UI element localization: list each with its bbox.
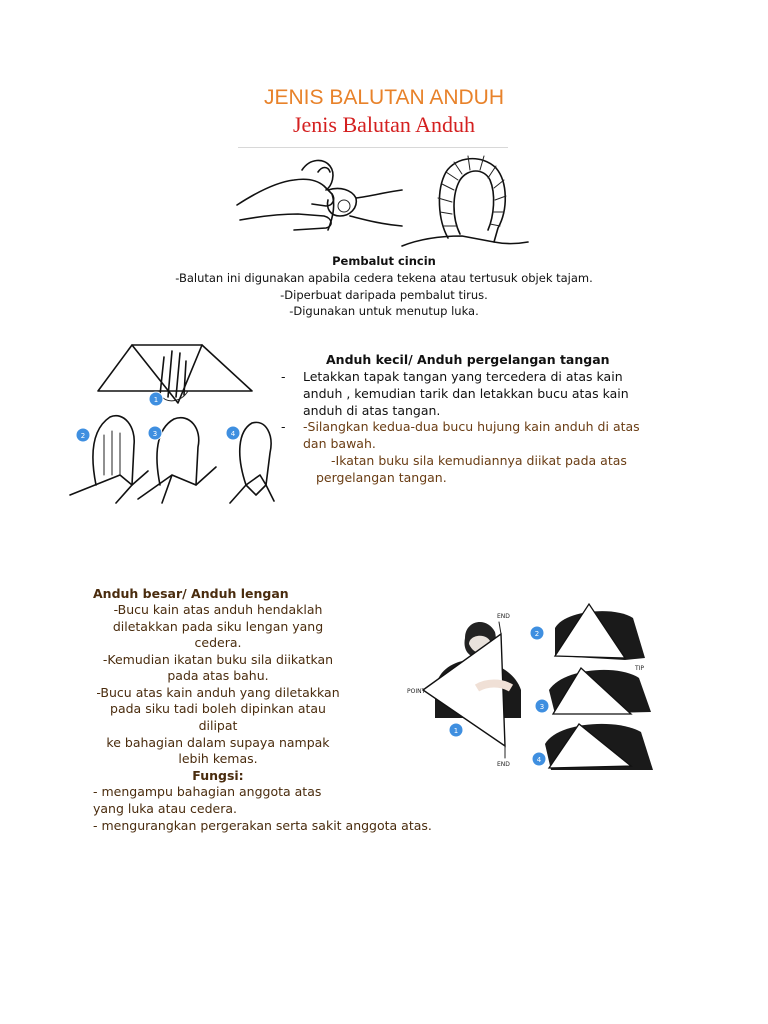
large-sling-line-2: diletakkan pada siku lengan yang bbox=[112, 619, 324, 634]
small-sling-illustration bbox=[60, 335, 275, 510]
svg-text:TIP: TIP bbox=[635, 665, 645, 672]
large-sling-line-1: -Bucu kain atas anduh hendaklah bbox=[113, 602, 323, 617]
small-sling-item-1-line-1: Letakkan tapak tangan yang tercedera di atas kain bbox=[303, 369, 623, 384]
ring-bandage-heading: Pembalut cincin bbox=[332, 254, 436, 268]
large-sling-heading: Anduh besar/ Anduh lengan bbox=[93, 586, 289, 601]
svg-text:1: 1 bbox=[453, 727, 459, 735]
small-sling-item-3-line-2: pergelangan tangan. bbox=[316, 470, 447, 485]
large-sling-line-6: -Bucu atas kain anduh yang diletakkan bbox=[96, 685, 340, 700]
small-sling-item-2-line-2: dan bawah. bbox=[303, 436, 376, 451]
fungsi-label: Fungsi: bbox=[192, 768, 244, 783]
svg-text:3: 3 bbox=[539, 703, 545, 711]
small-sling-item-3-line-1: -Ikatan buku sila kemudiannya diikat pada atas bbox=[331, 453, 627, 468]
large-sling-line-8: dilipat bbox=[198, 718, 238, 733]
large-sling-line-9: ke bahagian dalam supaya nampak bbox=[106, 735, 330, 750]
fungsi-line-1: - mengampu bahagian anggota atas bbox=[93, 784, 322, 799]
fungsi-line-2: yang luka atau cedera. bbox=[93, 801, 238, 816]
small-sling-bullet-1: - bbox=[281, 369, 286, 384]
svg-text:END: END bbox=[497, 613, 510, 620]
large-sling-line-3: cedera. bbox=[194, 635, 242, 650]
svg-text:3: 3 bbox=[152, 430, 158, 438]
large-sling-line-4: -Kemudian ikatan buku sila diikatkan bbox=[102, 652, 334, 667]
svg-text:2: 2 bbox=[534, 630, 540, 638]
page-subtitle: Jenis Balutan Anduh bbox=[292, 112, 476, 137]
svg-text:POINT: POINT bbox=[407, 688, 426, 695]
ring-bandage-line-3: -Digunakan untuk menutup luka. bbox=[289, 304, 479, 318]
page-title: JENIS BALUTAN ANDUH bbox=[264, 86, 504, 109]
svg-text:4: 4 bbox=[536, 756, 542, 764]
svg-text:END: END bbox=[497, 761, 510, 768]
large-sling-line-5: pada atas bahu. bbox=[167, 668, 269, 683]
ring-bandage-line-2: -Diperbuat daripada pembalut tirus. bbox=[280, 288, 488, 302]
large-sling-line-7: pada siku tadi boleh dipinkan atau bbox=[110, 701, 326, 716]
small-sling-heading: Anduh kecil/ Anduh pergelangan tangan bbox=[326, 352, 610, 367]
large-sling-illustration bbox=[405, 598, 660, 778]
small-sling-bullet-2: - bbox=[281, 419, 286, 434]
large-sling-line-10: lebih kemas. bbox=[178, 751, 258, 766]
small-sling-item-1-line-3: anduh di atas tangan. bbox=[303, 403, 441, 418]
small-sling-item-2-line-1: -Silangkan kedua-dua bucu hujung kain anduh di atas bbox=[303, 419, 640, 434]
ring-bandage-line-1: -Balutan ini digunakan apabila cedera tekena atau tertusuk objek tajam. bbox=[175, 271, 593, 285]
fungsi-line-3: - mengurangkan pergerakan serta sakit anggota atas. bbox=[93, 818, 432, 833]
svg-text:1: 1 bbox=[153, 396, 159, 404]
svg-text:4: 4 bbox=[230, 430, 236, 438]
svg-text:2: 2 bbox=[80, 432, 86, 440]
small-sling-item-1-line-2: anduh , kemudian tarik dan letakkan bucu atas kain bbox=[303, 386, 629, 401]
title-divider bbox=[238, 147, 508, 148]
ring-bandage-illustration bbox=[232, 150, 532, 250]
